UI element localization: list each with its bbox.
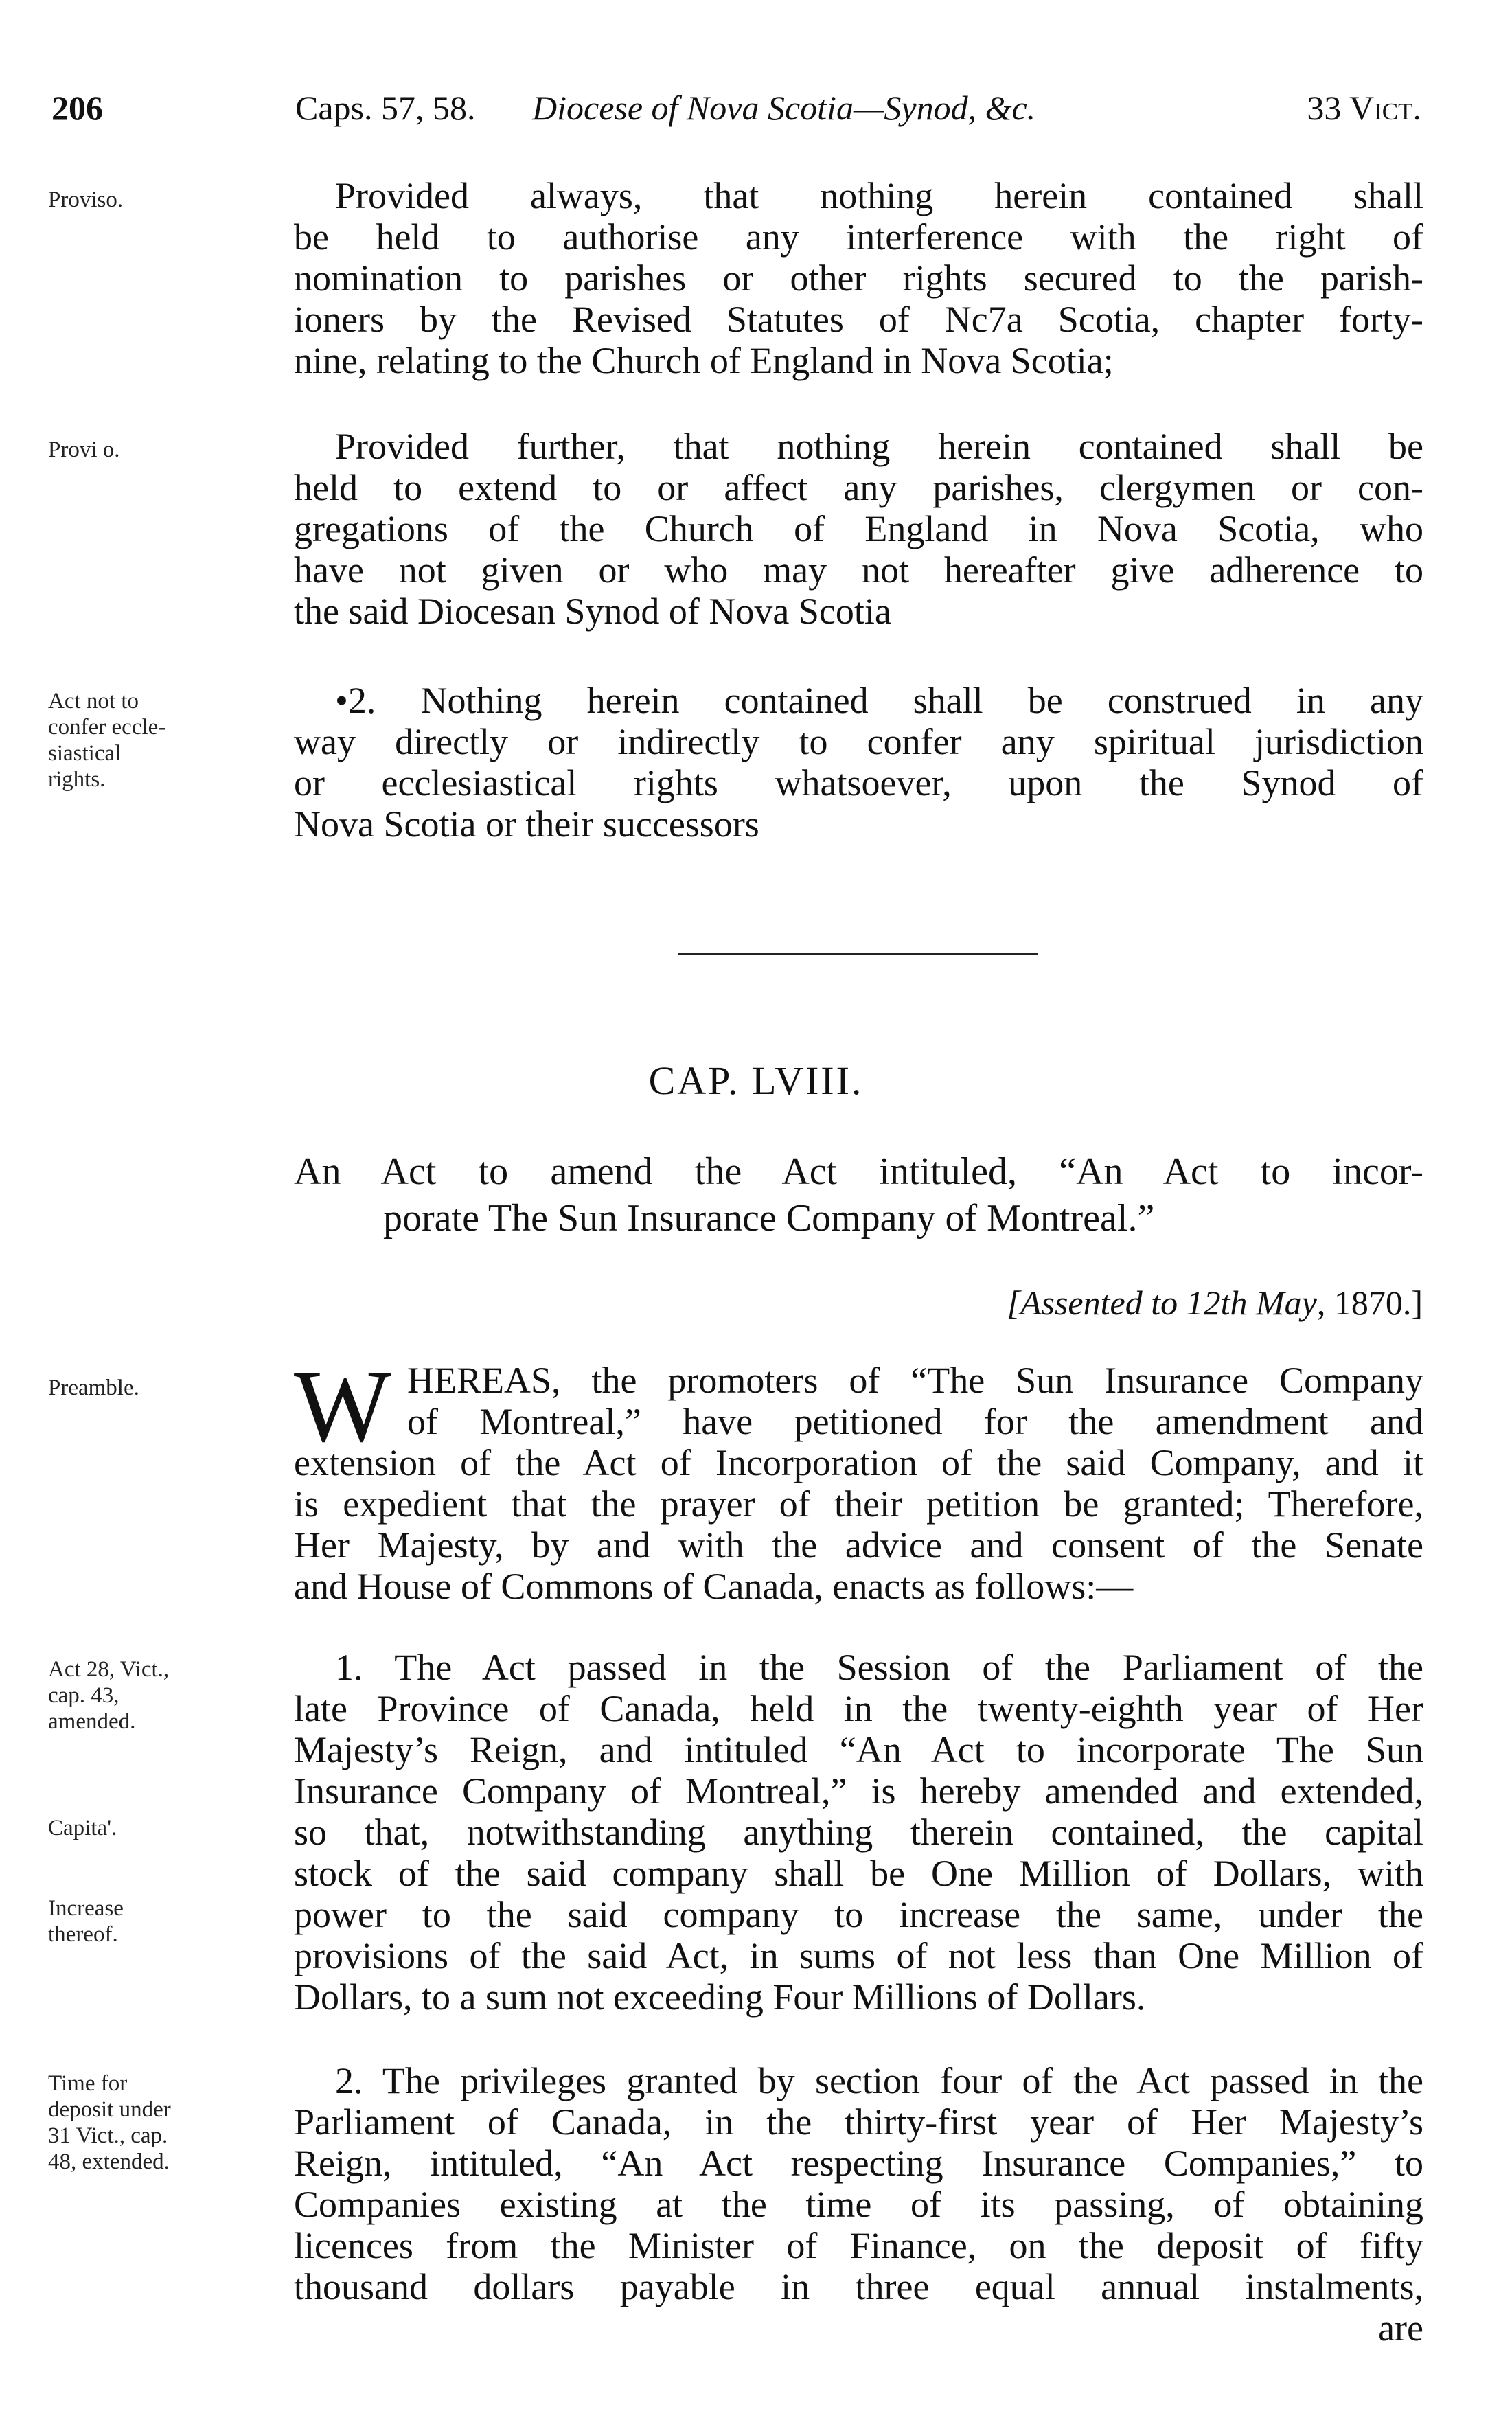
margin-note-proviso [48, 187, 275, 213]
running-title: Diocese of Nova Scotia—Synod, &c. [532, 89, 1036, 127]
margin-note-line: 48, extended. [48, 2149, 170, 2174]
text-line: Reign, intituled, “An Act respecting Insurance Companies,” to [294, 2143, 1423, 2184]
text-line: gregations of the Church of England in Nova Scotia, who [294, 508, 1423, 549]
running-header [51, 88, 1421, 132]
margin-note-line: 31 Vict., cap. [48, 2123, 168, 2148]
text-line: Provided further, that nothing herein contained shall be [335, 426, 1423, 467]
margin-note-line: Capita'. [48, 1816, 117, 1840]
preamble-paragraph [294, 1349, 1423, 1607]
text-line: power to the said company to increase the same, under the [294, 1894, 1423, 1935]
margin-note-line: Proviso. [48, 187, 124, 212]
text-line: and House of Commons of Canada, enacts as follows:— [294, 1566, 1134, 1607]
margin-note-proviso-2 [48, 437, 275, 463]
text-line: have not given or who may not hereafter give adherence to [294, 549, 1423, 591]
section-2-paragraph [294, 2060, 1423, 2349]
text-line: 2. The privileges granted by section four of the Act passed in the [335, 2060, 1423, 2101]
margin-note-preamble [48, 1375, 275, 1401]
margin-note-line: Act not to [48, 689, 139, 714]
text-line: provisions of the said Act, in sums of not less than One Million of [294, 1935, 1423, 1976]
act-title [294, 1148, 1423, 1242]
margin-note-act-not-to-confer [48, 688, 275, 792]
chapter-numbers: Caps. 57, 58. [295, 89, 476, 127]
assent-prefix: [Assented to [1007, 1283, 1187, 1322]
margin-note-line: Time for [48, 2071, 128, 2096]
margin-note-line: deposit under [48, 2097, 171, 2122]
text-line: Parliament of Canada, in the thirty-first year of Her Majesty’s [294, 2101, 1423, 2143]
text-line: Nova Scotia or their successors [294, 803, 759, 845]
margin-note-act-28-vict [48, 1656, 275, 1735]
drop-cap: W [294, 1349, 391, 1463]
text-line: Majesty’s Reign, and intituled “An Act to incorporate The Sun [294, 1729, 1423, 1770]
margin-note-line: siastical [48, 741, 122, 766]
assent-year: , 1870.] [1316, 1283, 1423, 1322]
text-line: is expedient that the prayer of their petition be granted; Therefore, [294, 1483, 1423, 1525]
text-line: the said Diocesan Synod of Nova Scotia [294, 591, 891, 632]
chapter-heading: CAP. LVIII. [648, 1058, 864, 1103]
margin-note-line: thereof. [48, 1922, 118, 1947]
text-line: thousand dollars payable in three equal annual instalments, [294, 2266, 1423, 2307]
assent-day: 12th May [1186, 1283, 1317, 1322]
text-line: stock of the said company shall be One Million of Dollars, with [294, 1853, 1423, 1894]
section-2-synod-paragraph [294, 680, 1423, 845]
text-line: ioners by the Revised Statutes of Nc7a Scotia, chapter forty- [294, 299, 1423, 340]
proviso-paragraph [294, 175, 1423, 381]
assent-date [1007, 1283, 1423, 1323]
margin-note-increase [48, 1895, 275, 1948]
section-1-paragraph [294, 1647, 1423, 2018]
margin-note-line: rights. [48, 767, 106, 792]
margin-note-line: Preamble. [48, 1376, 139, 1400]
margin-note-line: Act 28, Vict., [48, 1657, 170, 1682]
margin-note-line: Increase [48, 1896, 124, 1921]
section-divider [678, 953, 1038, 955]
margin-note-time-for-deposit [48, 2070, 275, 2175]
text-line: late Province of Canada, held in the twenty-eighth year of Her [294, 1688, 1423, 1729]
text-line: so that, notwithstanding anything therein contained, the capital [294, 1812, 1423, 1853]
catchword: are [1378, 2307, 1423, 2349]
text-line: Insurance Company of Montreal,” is hereby amended and extended, [294, 1770, 1423, 1812]
text-line: held to extend to or affect any parishes, clergymen or con- [294, 467, 1423, 508]
text-line: of Montreal,” have petitioned for the amendment and [407, 1401, 1423, 1442]
text-line: Her Majesty, by and with the advice and consent of the Senate [294, 1525, 1423, 1566]
margin-note-capital [48, 1815, 275, 1841]
margin-note-line: confer eccle- [48, 715, 166, 740]
text-line: extension of the Act of Incorporation of the said Company, and it [294, 1442, 1423, 1483]
text-line: be held to authorise any interference with the right of [294, 216, 1423, 258]
act-title-line: An Act to amend the Act intituled, “An Act to incor- [294, 1150, 1423, 1193]
proviso-further-paragraph [294, 426, 1423, 632]
act-title-line: porate The Sun Insurance Company of Montreal.” [383, 1197, 1155, 1240]
text-line: Provided always, that nothing herein contained shall [335, 175, 1423, 216]
text-line: nomination to parishes or other rights secured to the parish- [294, 258, 1423, 299]
margin-note-line: cap. 43, [48, 1683, 119, 1708]
text-line: licences from the Minister of Finance, on the deposit of fifty [294, 2225, 1423, 2266]
text-line: or ecclesiastical rights whatsoever, upon the Synod of [294, 762, 1423, 803]
margin-note-line: amended. [48, 1709, 136, 1734]
text-line: •2. Nothing herein contained shall be construed in any [335, 680, 1423, 721]
regnal-year: 33 Vict. [1307, 89, 1421, 127]
text-line: way directly or indirectly to confer any spiritual jurisdiction [294, 721, 1423, 762]
text-line: Companies existing at the time of its passing, of obtaining [294, 2184, 1423, 2225]
margin-note-line: Provi o. [48, 437, 120, 462]
text-line: nine, relating to the Church of England in Nova Scotia; [294, 340, 1114, 381]
text-line: Dollars, to a sum not exceeding Four Millions of Dollars. [294, 1976, 1146, 2018]
page-number: 206 [51, 89, 103, 127]
text-line: 1. The Act passed in the Session of the Parliament of the [335, 1647, 1423, 1688]
text-line: HEREAS, the promoters of “The Sun Insurance Company [407, 1360, 1423, 1401]
